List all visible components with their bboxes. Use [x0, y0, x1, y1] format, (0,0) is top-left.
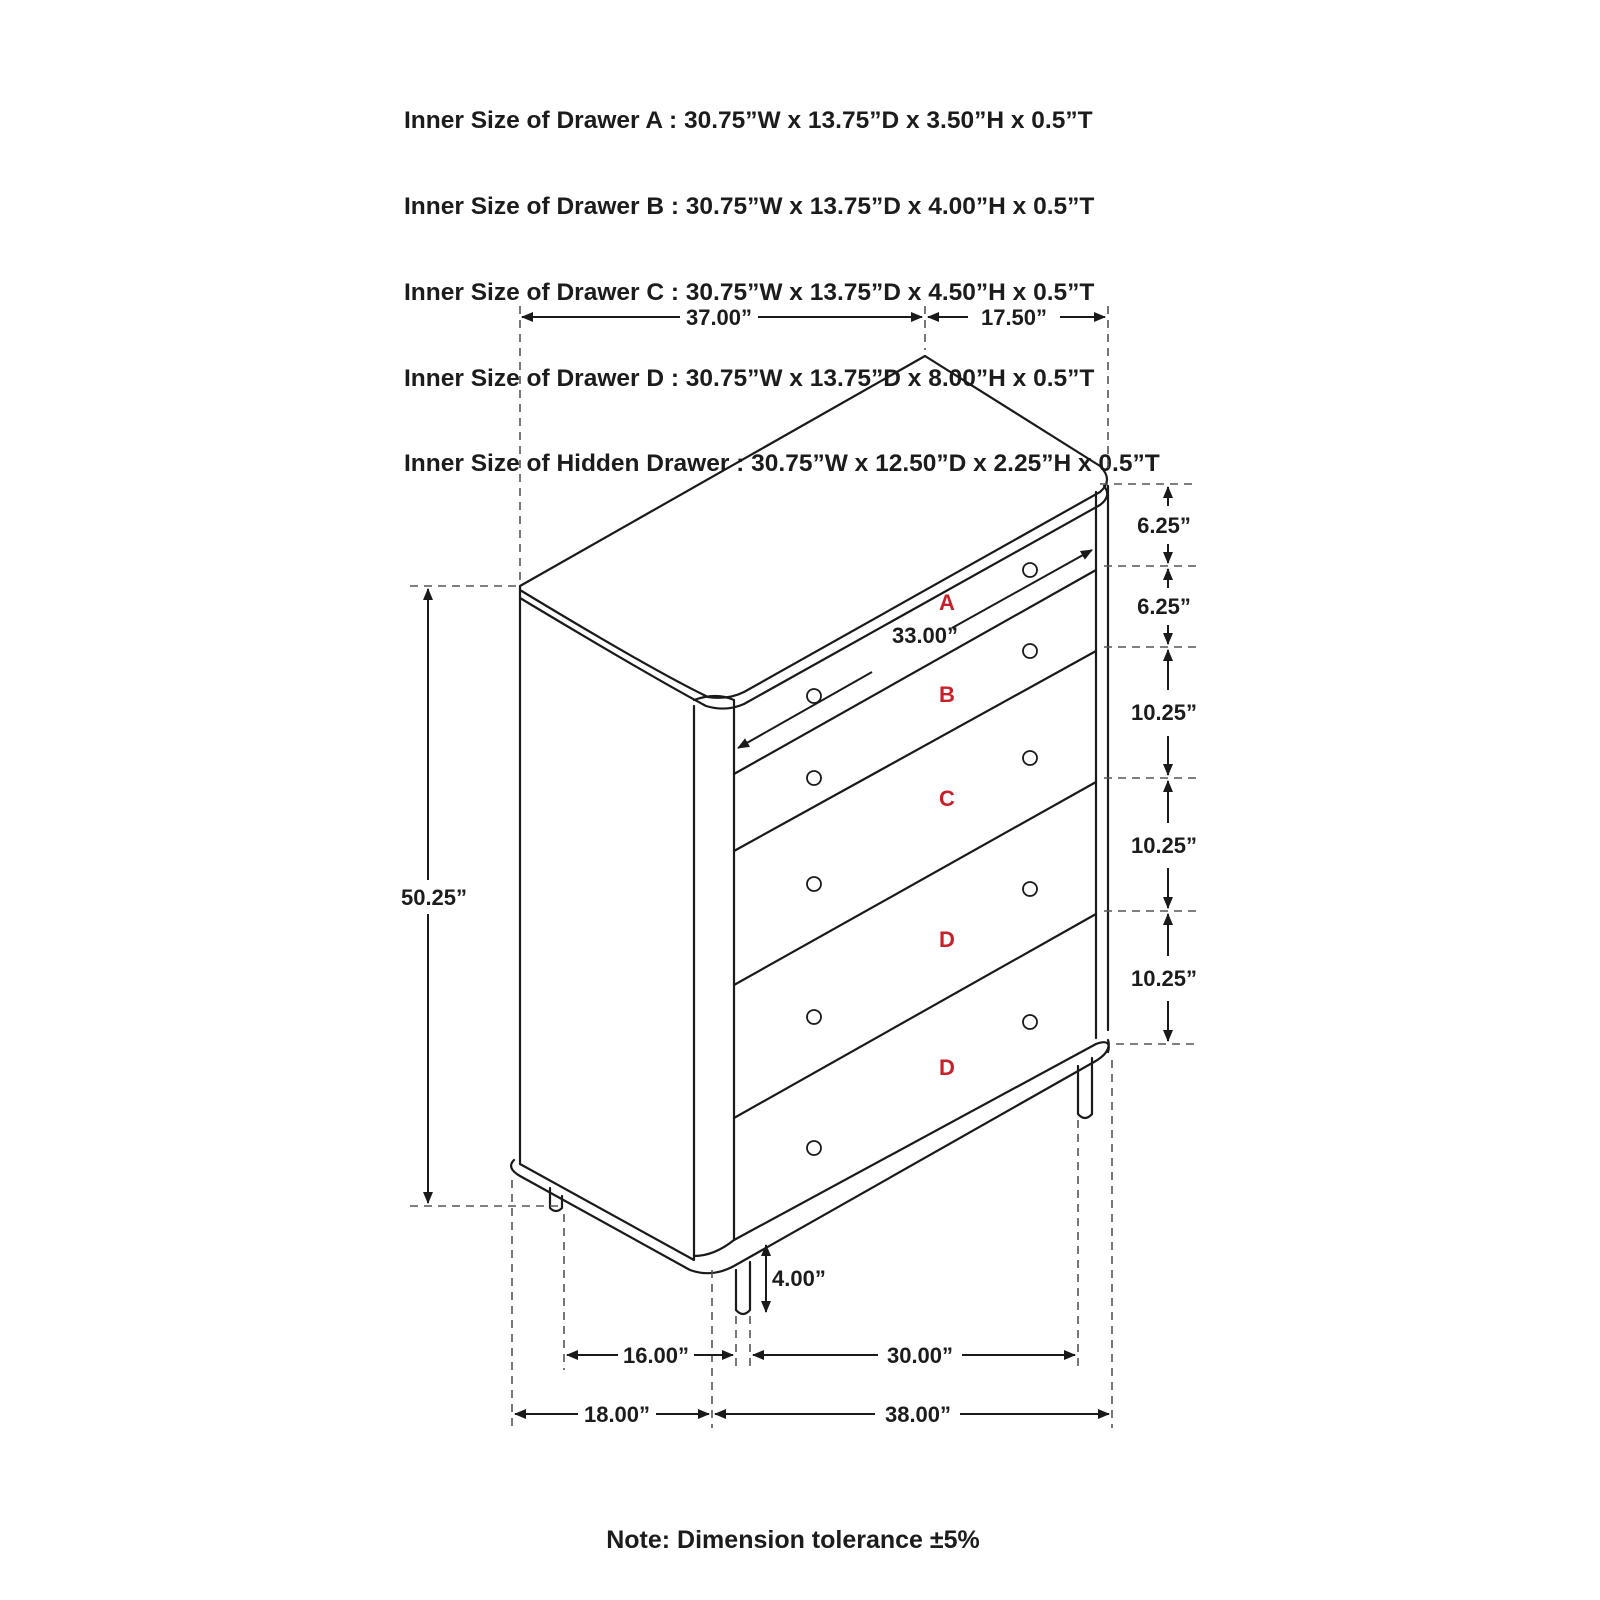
dim-label-base-depth: 18.00” [583, 1402, 651, 1427]
dim-leg-span-side [567, 1343, 733, 1368]
dim-total-height [401, 589, 467, 1203]
drawer-line-1 [734, 570, 1096, 774]
dim-inner-width [738, 550, 1092, 748]
drawer-letter-b: B [939, 682, 955, 707]
spec-line-drawer-b: Inner Size of Drawer B : 30.75”W x 13.75”D x 4.00”H x 0.5”T [404, 192, 1095, 220]
drawer-letter-a: A [939, 590, 955, 615]
drawer-line-3 [734, 782, 1096, 985]
drawer-line-2 [734, 651, 1096, 851]
knob-icon [1023, 882, 1037, 896]
drawer-knobs [807, 563, 1037, 1155]
drawer-letter-c: C [939, 786, 955, 811]
dim-label-drawer-height-5: 10.25” [1130, 966, 1198, 991]
dim-label-total-height: 50.25” [400, 885, 468, 910]
chest-outline [511, 356, 1109, 1314]
leg-back-left [550, 1188, 562, 1211]
drawer-line-4 [734, 914, 1096, 1118]
spec-line-drawer-a: Inner Size of Drawer A : 30.75”W x 13.75”D x 3.50”H x 0.5”T [404, 107, 1093, 135]
drawer-letters [939, 590, 955, 1080]
dim-label-drawer-height-2: 6.25” [1137, 594, 1191, 619]
extension-lines [410, 306, 1196, 1428]
drawer-letter-d: D [939, 927, 955, 952]
knob-icon [807, 1141, 821, 1155]
chest-top-edge [520, 486, 1107, 709]
knob-icon [1023, 751, 1037, 765]
dim-label-drawer-height-4: 10.25” [1130, 833, 1198, 858]
knob-icon [807, 689, 821, 703]
spec-line-drawer-c: Inner Size of Drawer C : 30.75”W x 13.75”D x 4.50”H x 0.5”T [404, 278, 1095, 306]
dim-label-top-depth: 17.50” [980, 305, 1048, 330]
spec-line-hidden-drawer: Inner Size of Hidden Drawer : 30.75”W x 12.50”D x 2.25”H x 0.5”T [404, 450, 1160, 478]
dim-label-base-width: 38.00” [884, 1402, 952, 1427]
dim-base-width [715, 1402, 1109, 1427]
chest-side-panel [520, 598, 694, 1260]
spec-line-drawer-d: Inner Size of Drawer D : 30.75”W x 13.75”D x 8.00”H x 0.5”T [404, 364, 1095, 392]
dim-label-drawer-height-1: 6.25” [1137, 513, 1191, 538]
chest-front-right-column [1096, 486, 1108, 1038]
chest-front-left-column [694, 696, 734, 1256]
dim-leg-height [766, 1245, 826, 1312]
drawer-letter-d: D [939, 1055, 955, 1080]
dim-label-leg-span-side: 16.00” [622, 1343, 690, 1368]
dim-base-depth [515, 1402, 709, 1427]
knob-icon [1023, 644, 1037, 658]
knob-icon [807, 1010, 821, 1024]
dim-top-depth [928, 305, 1105, 330]
dim-label-leg-span-front: 30.00” [886, 1343, 954, 1368]
chest-top-surface [520, 356, 1107, 698]
dimension-tolerance-note: Note: Dimension tolerance ±5% [606, 1526, 980, 1554]
dim-drawer-heights [1131, 487, 1197, 1041]
leg-front-left [736, 1262, 750, 1314]
dim-top-width [522, 305, 922, 330]
dim-leg-span-front [753, 1343, 1075, 1368]
knob-icon [1023, 563, 1037, 577]
dim-label-leg-height: 4.00” [772, 1266, 826, 1291]
knob-icon [807, 771, 821, 785]
dim-label-top-width: 37.00” [685, 305, 753, 330]
knob-icon [807, 877, 821, 891]
dim-label-drawer-height-3: 10.25” [1130, 700, 1198, 725]
chest-front-bottom [734, 1042, 1109, 1240]
knob-icon [1023, 1015, 1037, 1029]
dim-label-inner-width: 33.00” [891, 623, 959, 648]
